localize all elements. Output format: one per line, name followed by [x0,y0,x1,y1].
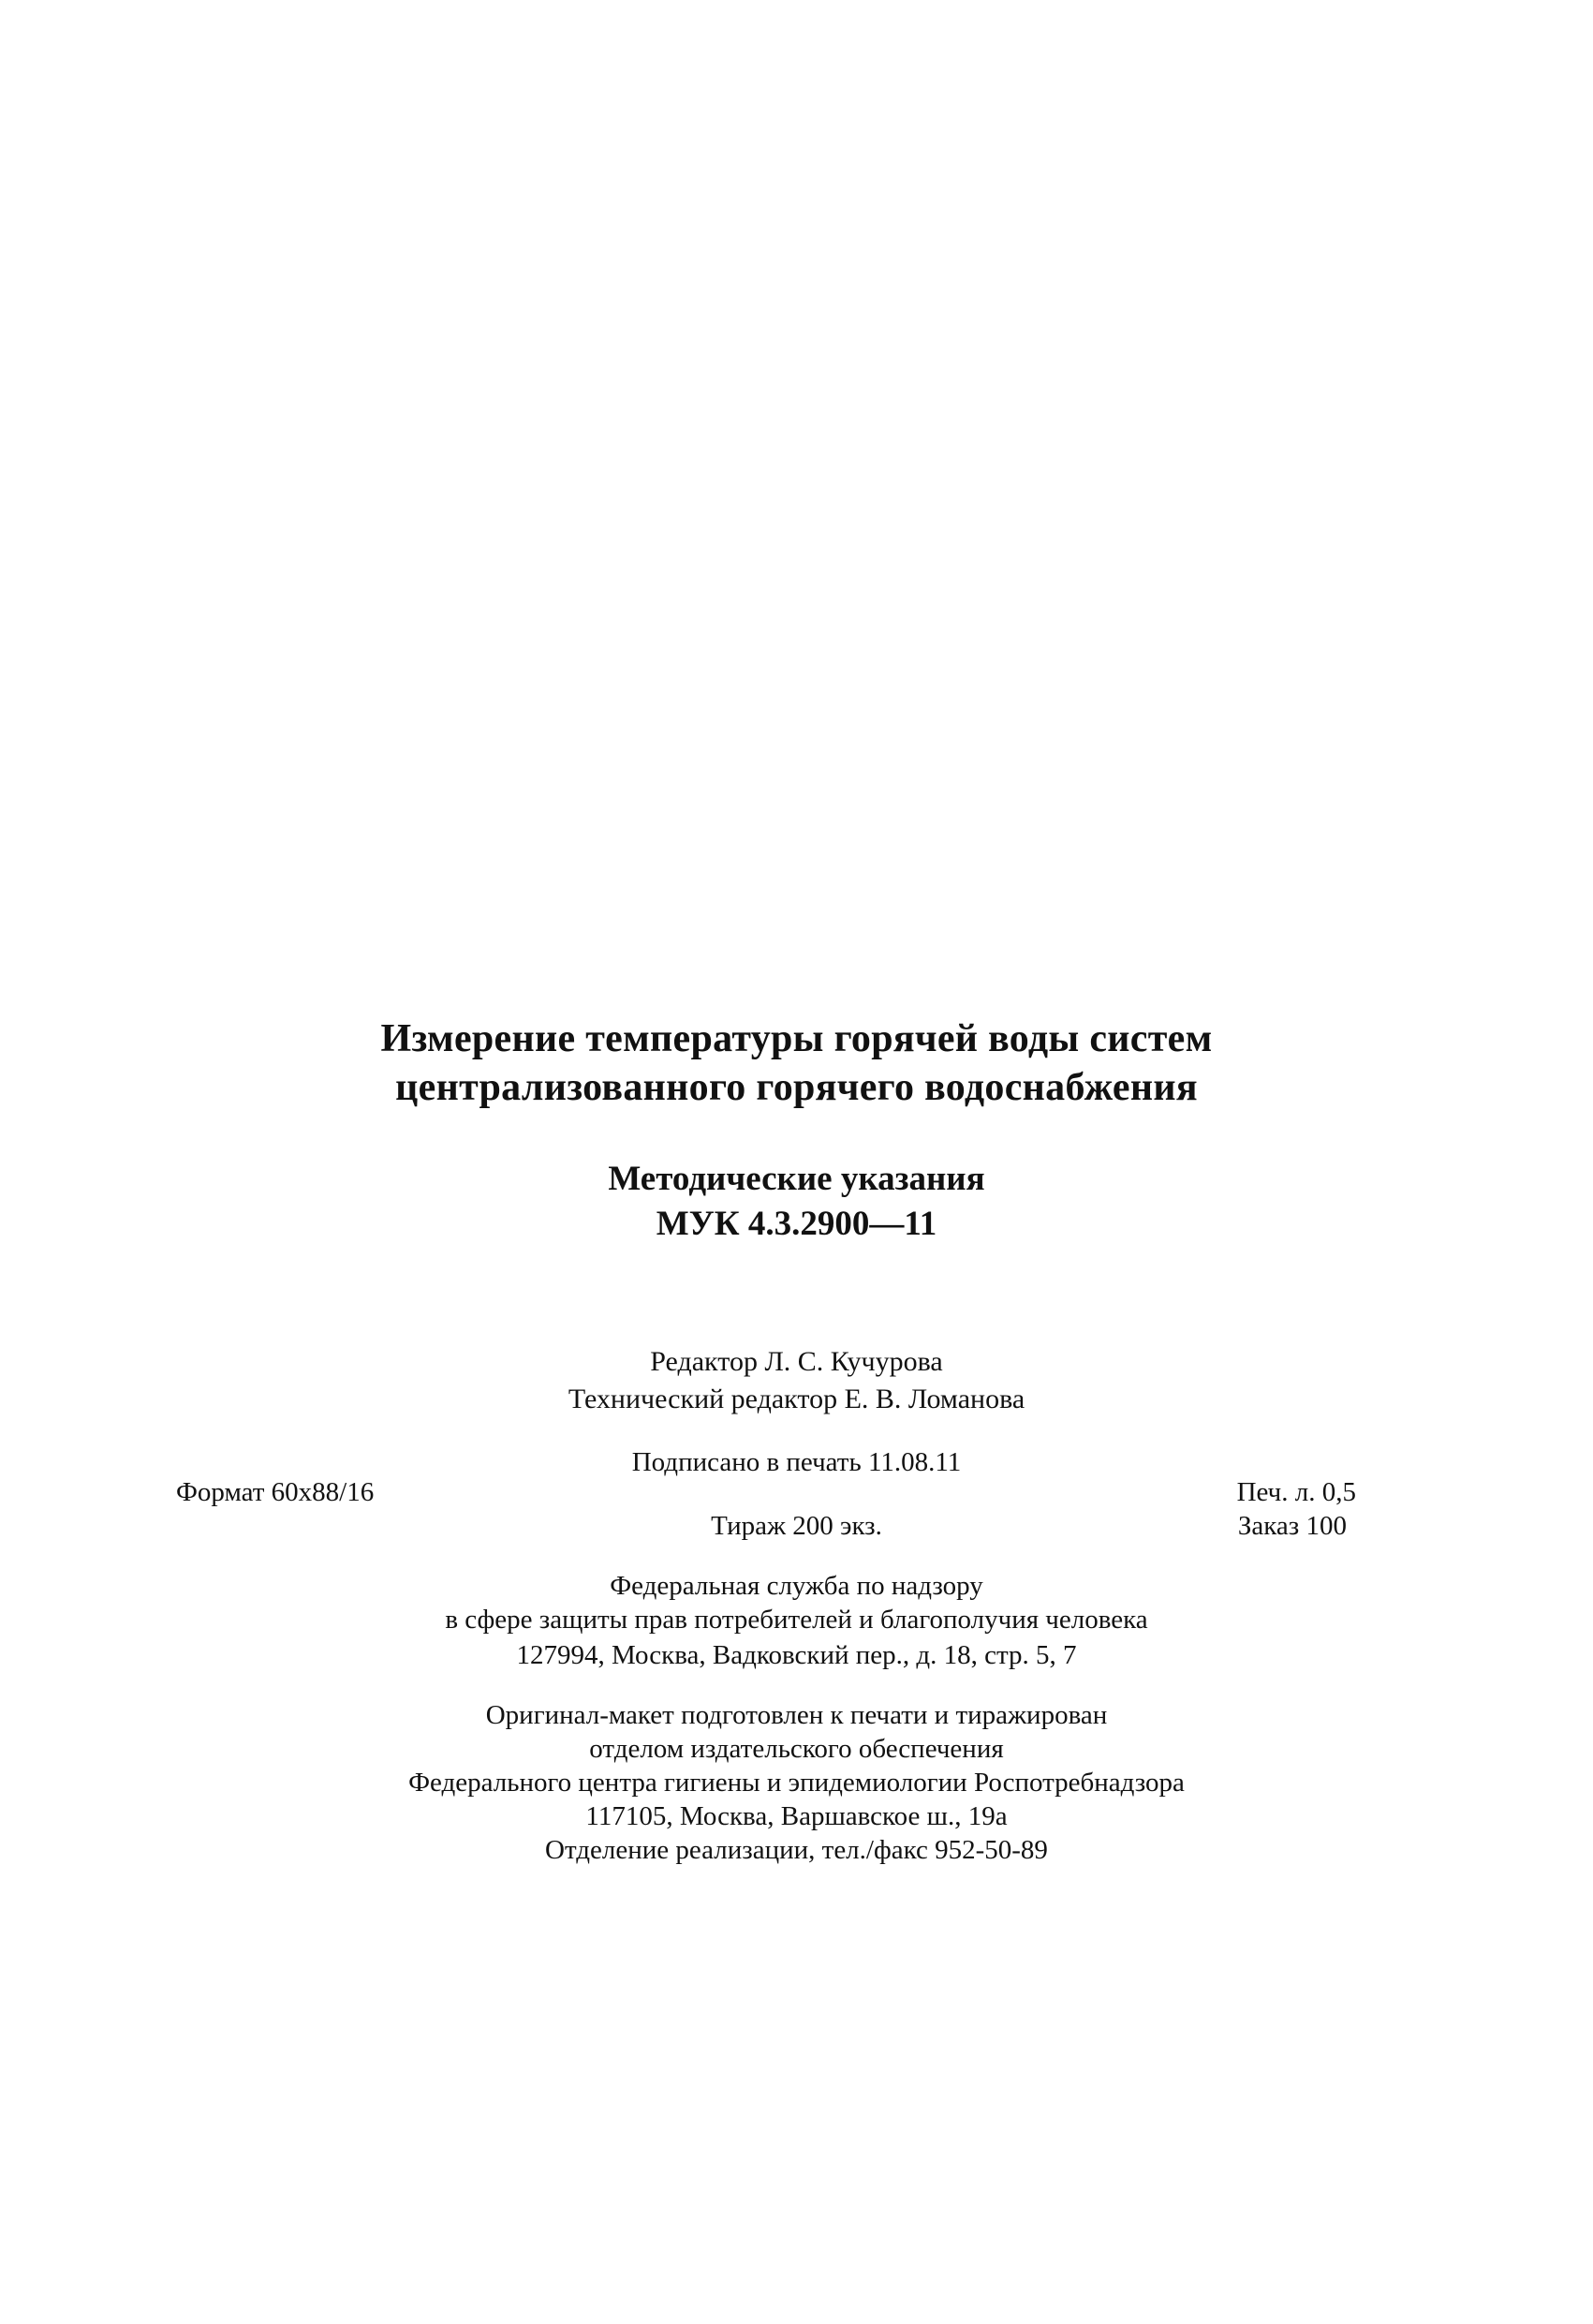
document-title-line-2: централизованного горячего водоснабжения [395,1066,1198,1109]
printer-line-1: Оригинал-макет подготовлен к печати и тиражирован [485,1700,1108,1730]
document-type: Методические указания [608,1160,985,1198]
document-title-line-1: Измерение температуры горячей воды систем [380,1017,1213,1060]
printer-line-2: отделом издательского обеспечения [589,1734,1004,1764]
tech-editor-credit: Технический редактор Е. В. Ломанова [568,1384,1025,1414]
editor-credit: Редактор Л. С. Кучурова [650,1346,943,1377]
print-run: Тираж 200 экз. [711,1511,882,1541]
signed-for-print: Подписано в печать 11.08.11 [631,1447,962,1477]
order-number: Заказ 100 [1237,1511,1347,1541]
document-code: МУК 4.3.2900—11 [656,1205,937,1243]
printed-sheets: Печ. л. 0,5 [1236,1477,1356,1507]
publisher-address: 127994, Москва, Вадковский пер., д. 18, стр. 5, 7 [516,1640,1077,1670]
publisher-line-2: в сфере защиты прав потребителей и благополучия человека [445,1605,1148,1635]
printer-line-3: Федерального центра гигиены и эпидемиологии Роспотребнадзора [408,1768,1185,1798]
printer-address: 117105, Москва, Варшавское ш., 19а [585,1801,1008,1831]
sales-contact: Отделение реализации, тел./факс 952-50-89 [545,1835,1048,1865]
publisher-line-1: Федеральная служба по надзору [610,1571,983,1601]
paper-format: Формат 60x88/16 [176,1477,375,1507]
